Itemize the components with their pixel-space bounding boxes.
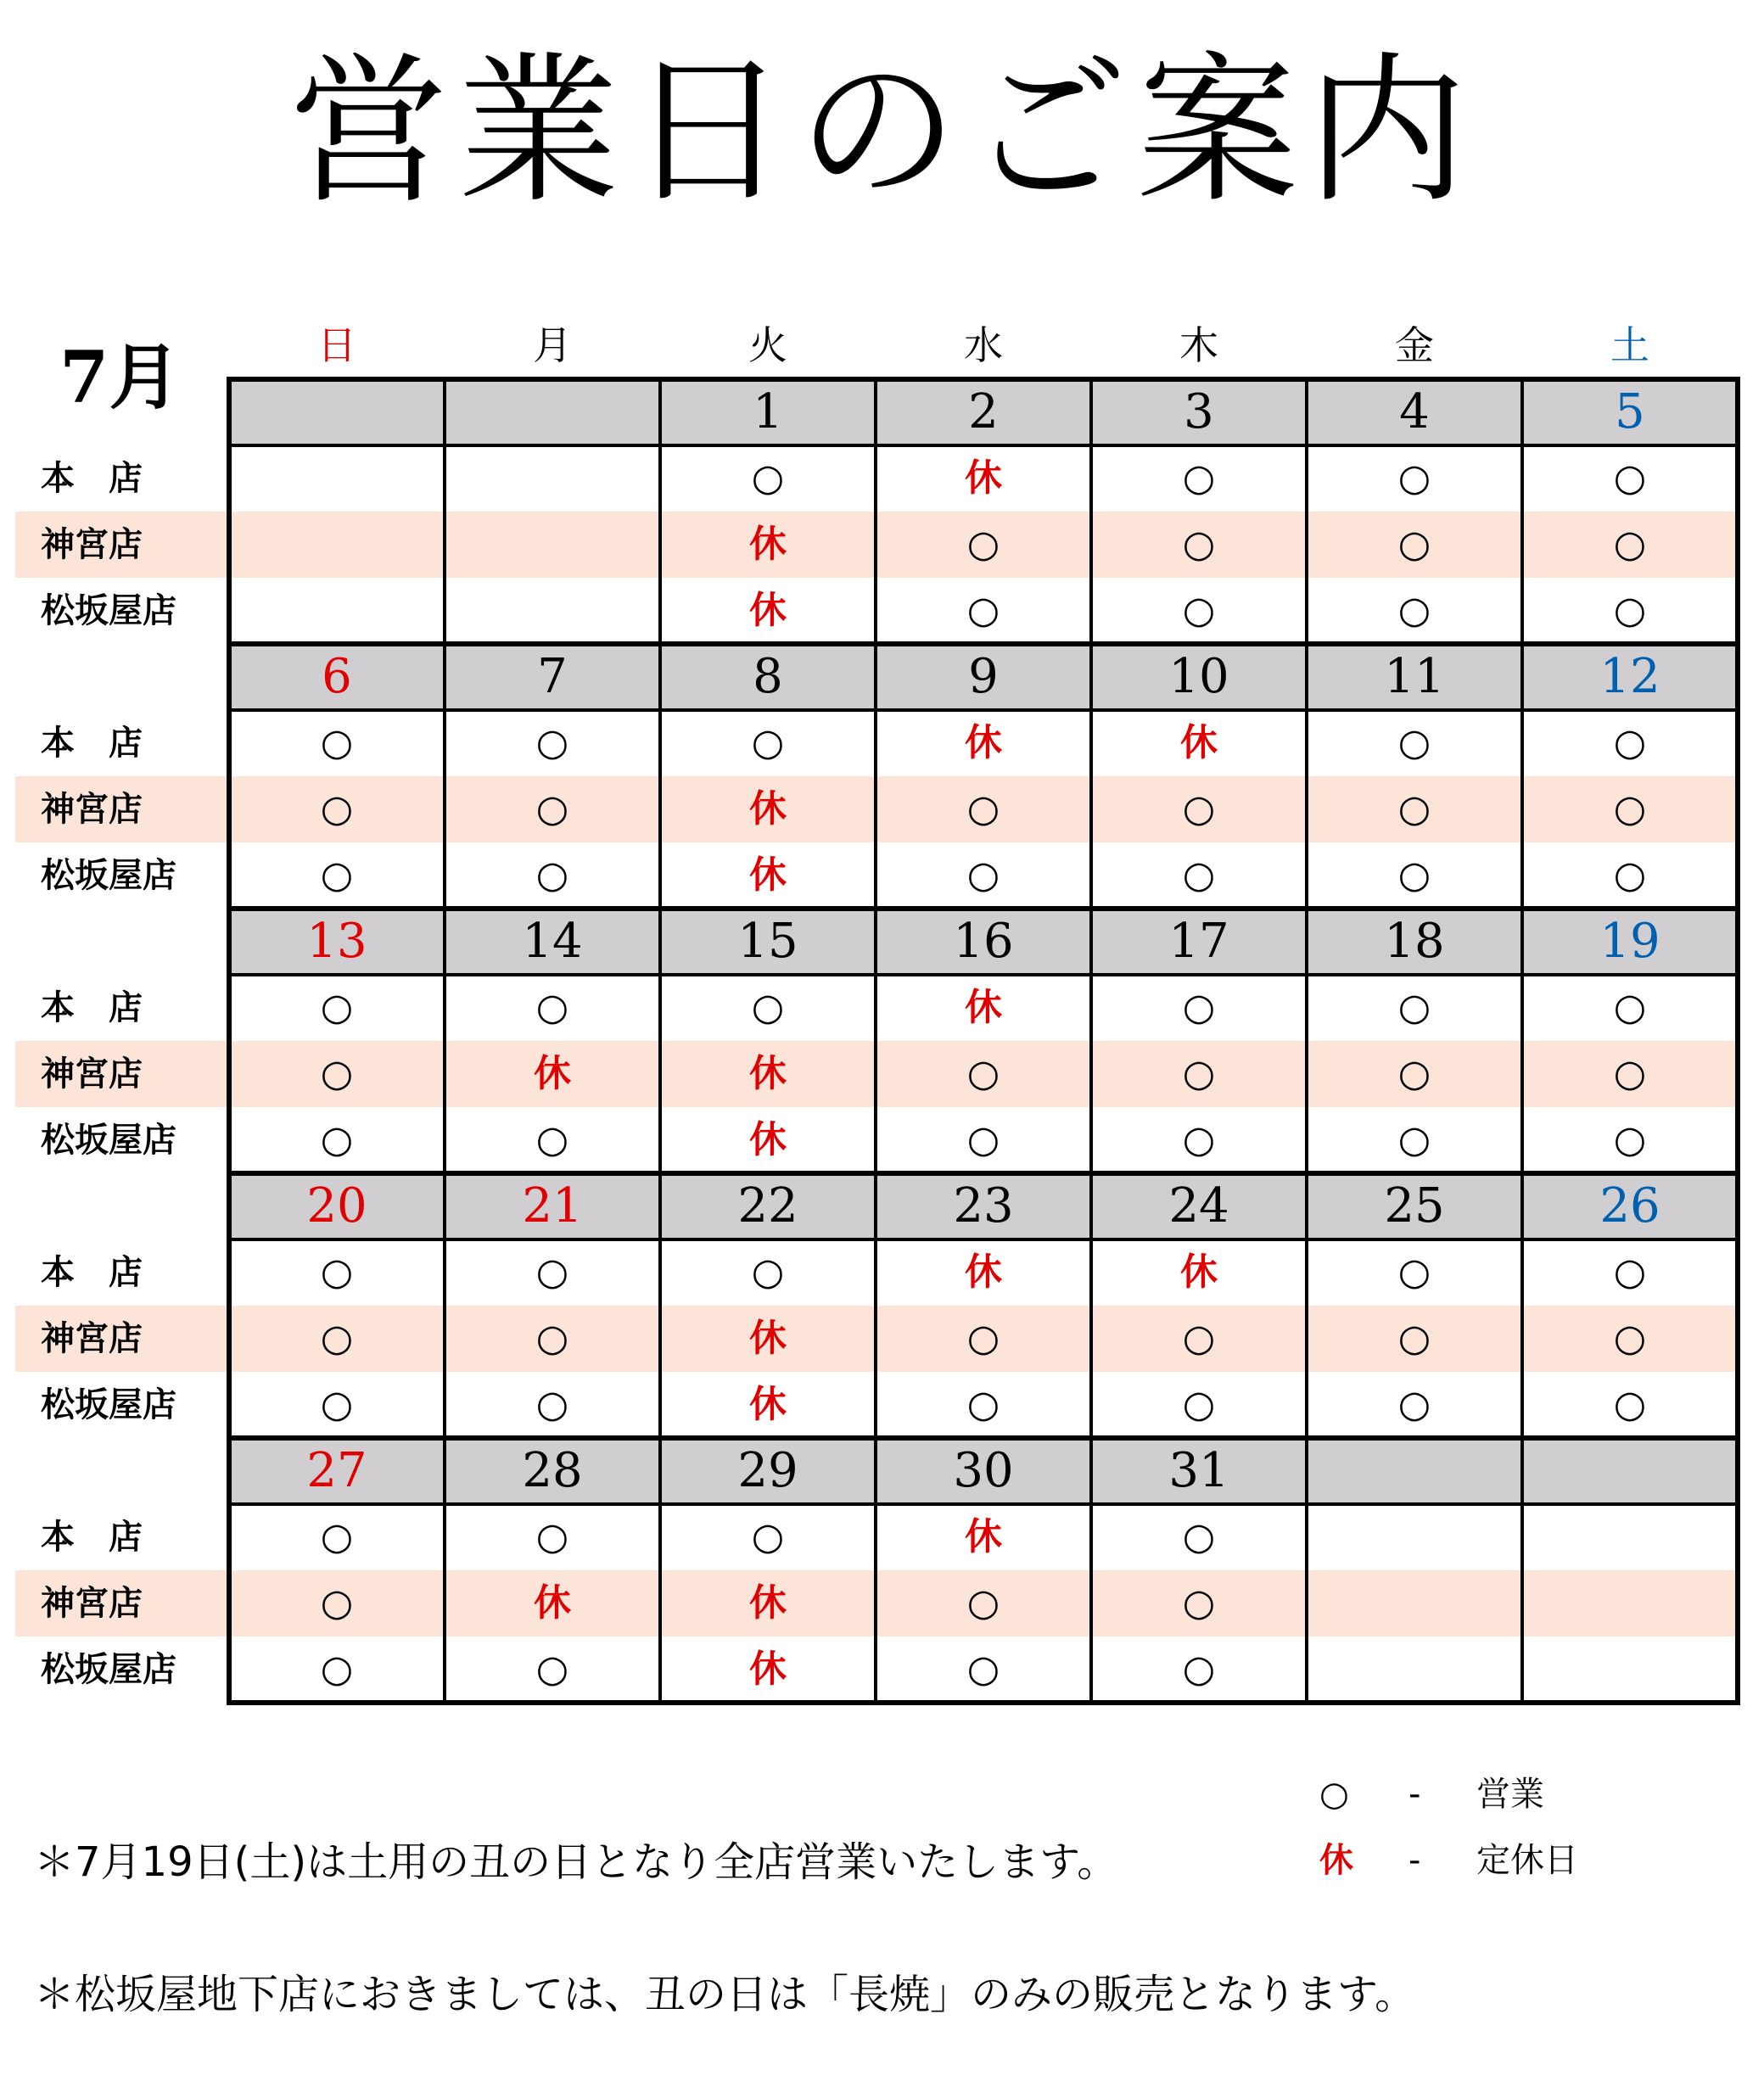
day-number: 19: [1599, 914, 1660, 969]
open-mark: ○: [1613, 523, 1647, 566]
open-mark: ○: [320, 986, 354, 1029]
day-number: 3: [1184, 384, 1214, 439]
store-label: 本 店: [41, 988, 143, 1027]
open-mark: ○: [966, 523, 1000, 566]
day-number: 30: [953, 1443, 1014, 1498]
store-label: 本 店: [41, 724, 143, 763]
day-number: 23: [953, 1178, 1014, 1234]
open-mark: ○: [1397, 853, 1431, 897]
day-number: 9: [968, 649, 999, 704]
open-mark: ○: [535, 1515, 569, 1558]
store-label: 本 店: [41, 1253, 143, 1292]
day-number: 29: [737, 1443, 798, 1498]
open-mark: ○: [1397, 1118, 1431, 1161]
open-mark: ○: [1613, 1383, 1647, 1426]
grid-line: [229, 641, 1740, 646]
day-number: 4: [1399, 384, 1430, 439]
open-mark: ○: [751, 1515, 785, 1558]
open-mark: ○: [1182, 787, 1216, 831]
open-mark: ○: [966, 589, 1000, 632]
closed-mark: 休: [965, 1250, 1002, 1294]
closed-mark: 休: [749, 853, 787, 897]
store-label: 松坂屋店: [41, 1650, 176, 1689]
day-number: 10: [1168, 649, 1229, 704]
open-mark: ○: [1613, 853, 1647, 897]
note-doyo-ushi: ＊7月19日(土)は土用の丑の日となり全店営業いたします。: [34, 1838, 1118, 1886]
open-mark: ○: [966, 1648, 1000, 1691]
open-mark: ○: [320, 853, 354, 897]
closed-mark: 休: [749, 1052, 787, 1095]
open-mark: ○: [320, 1581, 354, 1625]
open-mark: ○: [535, 1118, 569, 1161]
store-label: 神宮店: [41, 1584, 143, 1623]
open-mark: ○: [1613, 589, 1647, 632]
open-mark: ○: [1613, 787, 1647, 831]
day-number: 16: [953, 914, 1014, 969]
open-mark: ○: [1182, 1052, 1216, 1095]
day-number: 25: [1384, 1178, 1445, 1234]
open-mark: ○: [1613, 1052, 1647, 1095]
open-mark: ○: [1182, 523, 1216, 566]
open-mark: ○: [1397, 456, 1431, 500]
open-mark: ○: [966, 1317, 1000, 1360]
closed-mark: 休: [1180, 721, 1218, 764]
grid-line: [229, 1171, 1740, 1176]
open-mark: ○: [1182, 853, 1216, 897]
month-label: 7月: [59, 335, 181, 419]
grid-line: [229, 1502, 1740, 1506]
open-mark: ○: [1613, 1250, 1647, 1294]
weekday-label: 水: [964, 322, 1003, 368]
day-number: 5: [1615, 384, 1645, 439]
weekday-label: 金: [1395, 322, 1434, 368]
open-mark: ○: [751, 456, 785, 500]
day-number: 26: [1599, 1178, 1660, 1234]
open-mark: ○: [1397, 787, 1431, 831]
open-mark: ○: [1182, 1317, 1216, 1360]
store-label: 松坂屋店: [41, 1121, 176, 1160]
store-label: 神宮店: [41, 790, 143, 829]
day-number: 28: [522, 1443, 583, 1498]
open-mark: ○: [1182, 456, 1216, 500]
open-mark: ○: [1397, 523, 1431, 566]
day-number: 1: [753, 384, 783, 439]
day-number: 27: [306, 1443, 367, 1498]
open-mark: ○: [535, 1383, 569, 1426]
open-mark: ○: [1182, 589, 1216, 632]
closed-mark: 休: [965, 986, 1002, 1029]
weekday-label: 月: [533, 322, 572, 368]
open-mark: ○: [966, 1581, 1000, 1625]
open-mark: ○: [1182, 1581, 1216, 1625]
open-mark: ○: [1613, 721, 1647, 764]
closed-mark: 休: [749, 1118, 787, 1161]
open-mark: ○: [320, 1648, 354, 1691]
store-label: 神宮店: [41, 1319, 143, 1358]
grid-line: [1735, 377, 1740, 1705]
closed-mark: 休: [965, 456, 1002, 500]
grid-line: [1520, 377, 1524, 1705]
day-number: 6: [322, 649, 352, 704]
grid-line: [229, 377, 1740, 382]
day-number: 31: [1168, 1443, 1229, 1498]
grid-line: [874, 377, 877, 1705]
grid-line: [229, 1238, 1740, 1241]
weekday-label: 土: [1610, 322, 1649, 368]
open-mark: ○: [535, 853, 569, 897]
open-mark: ○: [535, 1317, 569, 1360]
legend-open-symbol: ○: [1319, 1775, 1349, 1814]
day-number: 17: [1168, 914, 1229, 969]
grid-line: [229, 708, 1740, 712]
grid-line: [1089, 377, 1093, 1705]
closed-mark: 休: [749, 589, 787, 632]
open-mark: ○: [320, 1118, 354, 1161]
open-mark: ○: [320, 1317, 354, 1360]
open-mark: ○: [320, 1250, 354, 1294]
store-label: 松坂屋店: [41, 591, 176, 630]
day-number: 15: [737, 914, 798, 969]
day-number: 7: [537, 649, 568, 704]
closed-mark: 休: [749, 523, 787, 566]
open-mark: ○: [1397, 1250, 1431, 1294]
open-mark: ○: [535, 986, 569, 1029]
grid-line: [658, 377, 662, 1705]
open-mark: ○: [1613, 456, 1647, 500]
legend-closed-dash: -: [1408, 1841, 1421, 1880]
closed-mark: 休: [965, 1515, 1002, 1558]
grid-line: [1305, 377, 1308, 1705]
open-mark: ○: [1397, 986, 1431, 1029]
open-mark: ○: [320, 1052, 354, 1095]
closed-mark: 休: [749, 1317, 787, 1360]
open-mark: ○: [1182, 1118, 1216, 1161]
grid-line: [443, 377, 446, 1705]
open-mark: ○: [1613, 1118, 1647, 1161]
closed-mark: 休: [1180, 1250, 1218, 1294]
day-number: 24: [1168, 1178, 1229, 1234]
open-mark: ○: [535, 1648, 569, 1691]
closed-mark: 休: [749, 1648, 787, 1691]
open-mark: ○: [1182, 986, 1216, 1029]
store-label: 本 店: [41, 459, 143, 498]
open-mark: ○: [320, 1383, 354, 1426]
weekday-label: 木: [1179, 322, 1218, 368]
day-number: 2: [968, 384, 999, 439]
weekday-label: 火: [748, 322, 787, 368]
open-mark: ○: [1397, 721, 1431, 764]
day-number: 20: [306, 1178, 367, 1234]
day-number: 11: [1384, 649, 1445, 704]
open-mark: ○: [1397, 589, 1431, 632]
store-label: 本 店: [41, 1518, 143, 1557]
store-label: 松坂屋店: [41, 856, 176, 895]
open-mark: ○: [1397, 1052, 1431, 1095]
open-mark: ○: [966, 1118, 1000, 1161]
store-label: 神宮店: [41, 525, 143, 564]
grid-line: [229, 1700, 1740, 1705]
open-mark: ○: [1182, 1648, 1216, 1691]
open-mark: ○: [751, 986, 785, 1029]
note-matsuzakaya-basement: ＊松坂屋地下店におきましては、丑の日は「長焼」のみの販売となります。: [34, 1971, 1416, 2018]
open-mark: ○: [1182, 1515, 1216, 1558]
closed-mark: 休: [749, 1383, 787, 1426]
store-label: 松坂屋店: [41, 1385, 176, 1424]
open-mark: ○: [1182, 1383, 1216, 1426]
open-mark: ○: [535, 721, 569, 764]
open-mark: ○: [966, 1383, 1000, 1426]
store-label: 神宮店: [41, 1055, 143, 1094]
open-mark: ○: [966, 853, 1000, 897]
open-mark: ○: [320, 1515, 354, 1558]
legend-closed-symbol: 休: [1319, 1841, 1353, 1880]
open-mark: ○: [1397, 1383, 1431, 1426]
day-number: 13: [306, 914, 367, 969]
open-mark: ○: [535, 787, 569, 831]
day-number: 14: [522, 914, 583, 969]
closed-mark: 休: [749, 787, 787, 831]
open-mark: ○: [320, 787, 354, 831]
legend-open-text: 営業: [1476, 1775, 1544, 1814]
closed-mark: 休: [965, 721, 1002, 764]
open-mark: ○: [751, 721, 785, 764]
grid-line: [229, 1435, 1740, 1441]
open-mark: ○: [966, 1052, 1000, 1095]
legend-closed-text: 定休日: [1476, 1841, 1578, 1880]
day-number: 12: [1599, 649, 1660, 704]
open-mark: ○: [1397, 1317, 1431, 1360]
grid-line: [227, 377, 232, 1705]
open-mark: ○: [1613, 1317, 1647, 1360]
day-number: 18: [1384, 914, 1445, 969]
day-number: 8: [753, 649, 783, 704]
day-number: 22: [737, 1178, 798, 1234]
closed-mark: 休: [749, 1581, 787, 1625]
open-mark: ○: [535, 1250, 569, 1294]
closed-mark: 休: [534, 1581, 571, 1625]
grid-line: [229, 444, 1740, 447]
grid-line: [229, 973, 1740, 976]
closed-mark: 休: [534, 1052, 571, 1095]
open-mark: ○: [751, 1250, 785, 1294]
weekday-label: 日: [317, 322, 356, 368]
day-number: 21: [522, 1178, 583, 1234]
grid-line: [229, 906, 1740, 911]
legend-open-dash: -: [1408, 1775, 1421, 1814]
open-mark: ○: [966, 787, 1000, 831]
open-mark: ○: [320, 721, 354, 764]
open-mark: ○: [1613, 986, 1647, 1029]
page-title: 営業日のご案内: [288, 37, 1476, 225]
